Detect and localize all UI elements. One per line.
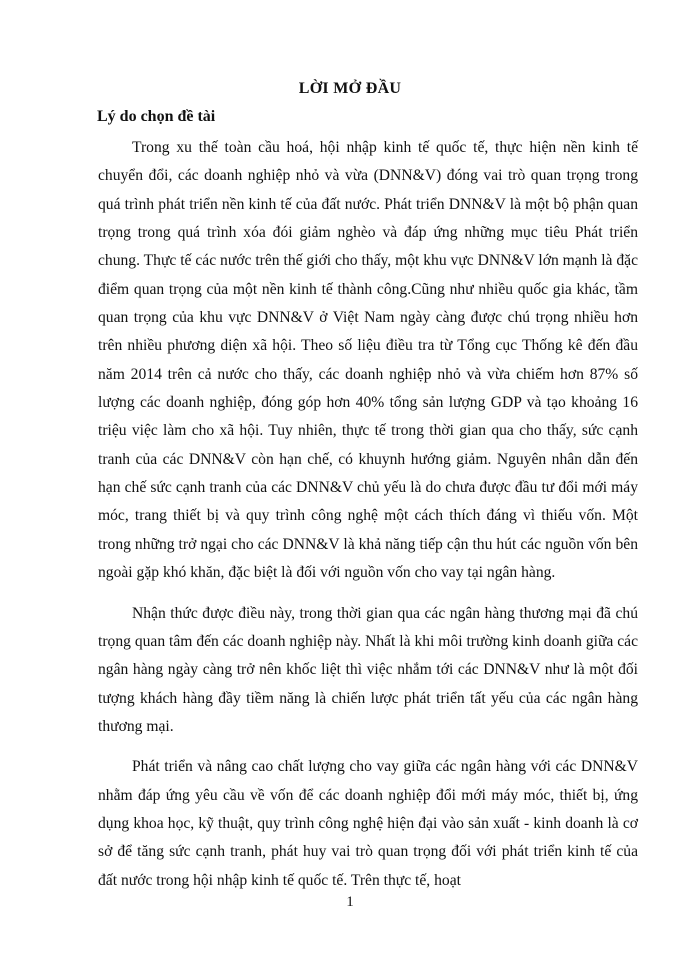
section-heading: Lý do chọn đề tài — [97, 108, 216, 125]
body-text — [98, 134, 638, 907]
page-title: LỜI MỞ ĐẦU — [298, 80, 402, 97]
paragraph-1: Trong xu thế toàn cầu hoá, hội nhập kinh tế quốc tế, thực hiện nền kinh tế chuyển đổi, các doanh nghiệp nhỏ và vừa (DNN&V) đóng vai trò quan trọng trong quá trình phát triển nền kinh tế của đất nước. Phát triển DNN&V là một bộ phận quan trọng trong quá trình xóa đói giảm nghèo và đáp ứng những mục tiêu Phát triển chung. Thực tế các nước trên thế giới cho thấy, một khu vực DNN&V lớn mạnh là đặc điểm quan trọng của một nền kinh tế thành công.Cũng như nhiều quốc gia khác, tầm quan trọng của khu vực DNN&V ở Việt Nam ngày càng được chú trọng nhiều hơn trên nhiều phương diện xã hội. Theo số liệu điều tra từ Tổng cục Thống kê đến đầu năm 2014 trên cả nước cho thấy, các doanh nghiệp nhỏ và vừa chiếm hơn 87% số lượng các doanh nghiệp, đóng góp hơn 40% tổng sản lượng GDP và tạo khoảng 16 triệu việc làm cho xã hội. Tuy nhiên, thực tế trong thời gian qua cho thấy, sức cạnh tranh của các DNN&V còn hạn chế, có khuynh hướng giảm. Nguyên nhân dẫn đến hạn chế sức cạnh tranh của các DNN&V chủ yếu là do chưa được đầu tư đổi mới máy móc, trang thiết bị và quy trình công nghệ một cách thích đáng vì thiếu vốn. Một trong những trở ngại cho các DNN&V là khả năng tiếp cận thu hút các nguồn vốn bên ngoài gặp khó khăn, đặc biệt là đối với nguồn vốn cho vay tại ngân hàng. — [98, 139, 639, 582]
paragraph-2: Nhận thức được điều này, trong thời gian qua các ngân hàng thương mại đã chú trọng quan tâm đến các doanh nghiệp này. Nhất là khi môi trường kinh doanh giữa các ngân hàng ngày càng trở nên khốc liệt thì việc nhắm tới các DNN&V như là một đối tượng khách hàng đầy tiềm năng là chiến lược phát triển tất yếu của các ngân hàng thương mại. — [98, 604, 638, 735]
paragraph-3: Phát triển và nâng cao chất lượng cho vay giữa các ngân hàng với các DNN&V nhằm đáp ứng yêu cầu về vốn để các doanh nghiệp đổi mới máy móc, thiết bị, ứng dụng khoa học, kỹ thuật, quy trình công nghệ hiện đại vào sản xuất - kinh doanh là cơ sở để tăng sức cạnh tranh, phát huy vai trò quan trọng đối với phát triển kinh tế của đất nước trong hội nhập kinh tế quốc tế. Trên thực tế, hoạt — [98, 758, 638, 889]
page-number: 1 — [346, 894, 354, 910]
